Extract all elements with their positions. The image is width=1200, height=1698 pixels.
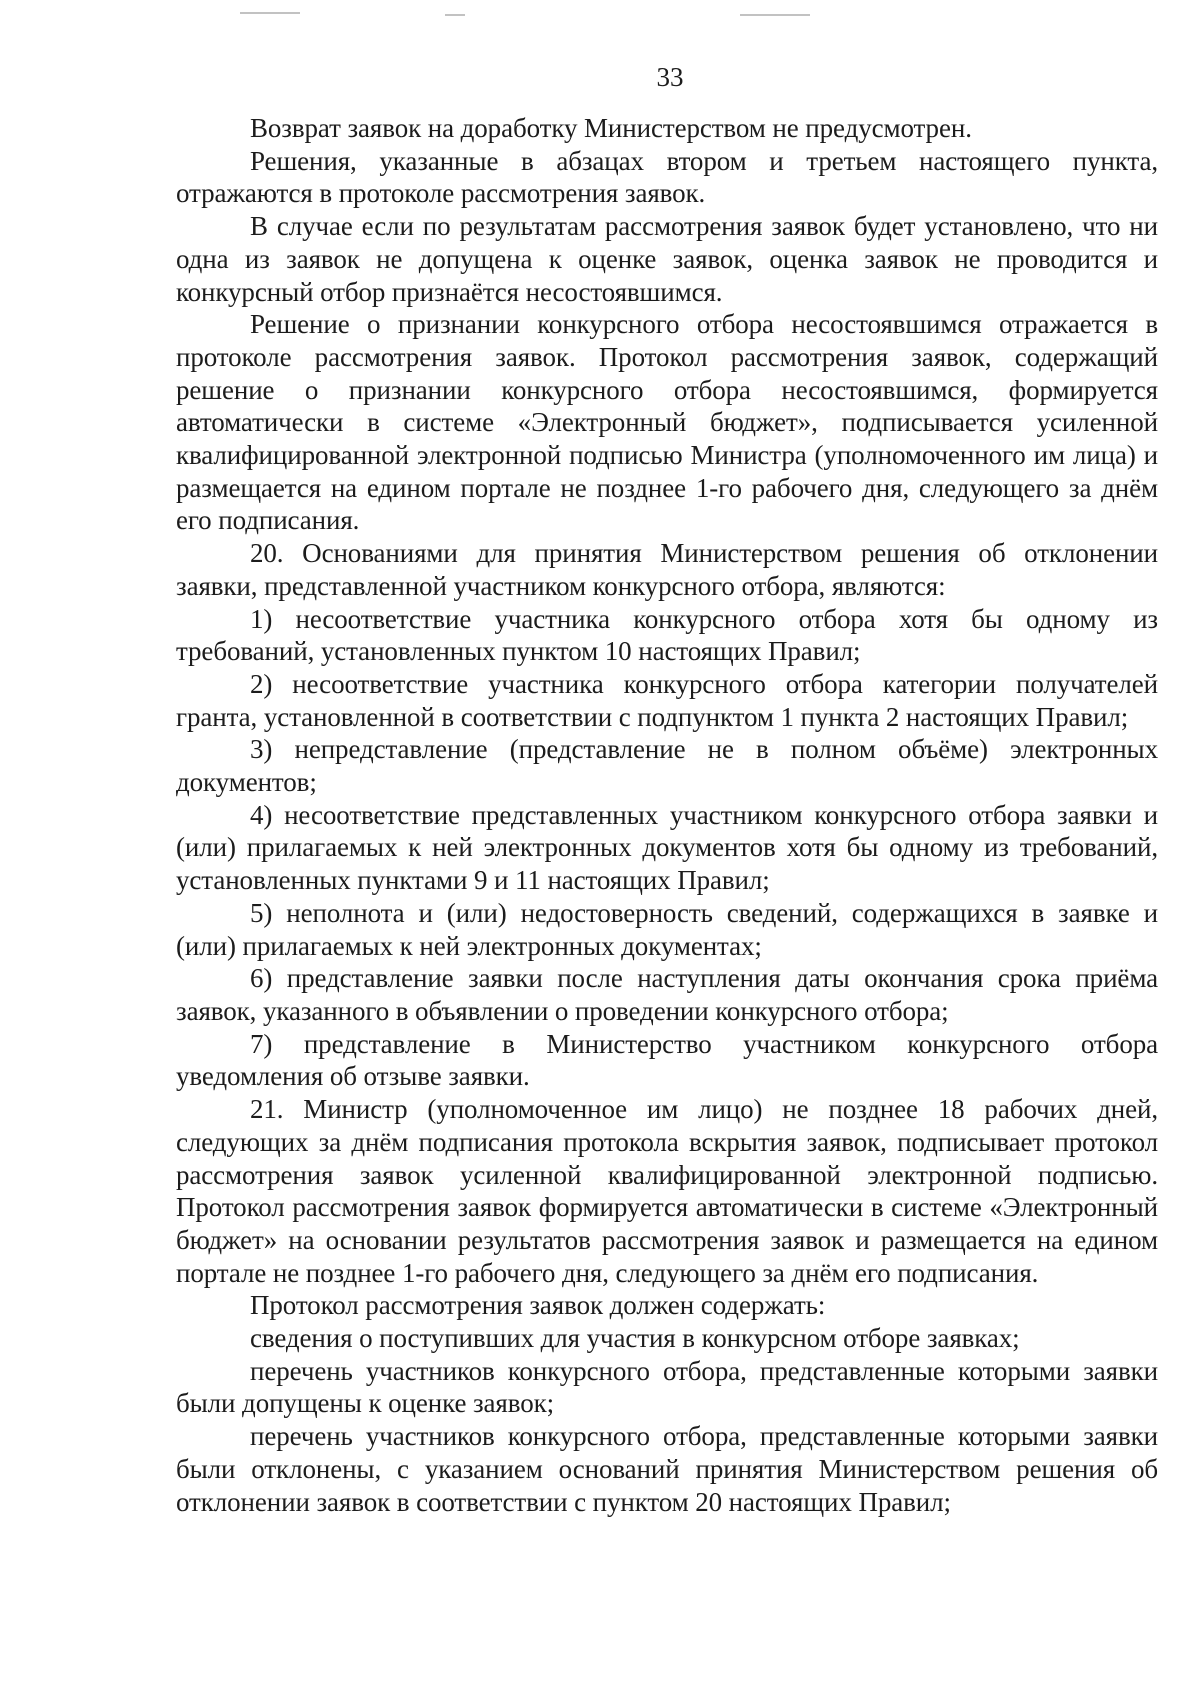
paragraph-clause-21: 21. Министр (уполномоченное им лицо) не позднее 18 рабочих дней, следующих за днём подписания протокола вскрытия заявок, подписывает протокол рассмотрения заявок усиленной квалифицированной электронной подписью. Протокол рассмотрения заявок формируется автоматически в системе «Электронный бюджет» на основании результатов рассмотрения заявок и размещается на едином портале не позднее 1-го рабочего дня, следующего за днём его подписания. bbox=[176, 1094, 1158, 1288]
list-item: перечень участников конкурсного отбора, представленные которыми заявки были допущены к оценке заявок; bbox=[176, 1355, 1158, 1419]
paragraph: Протокол рассмотрения заявок должен содержать: bbox=[250, 1290, 826, 1321]
list-item: 2) несоответствие участника конкурсного отбора категории получателей гранта, установленной в соответствии с подпунктом 1 пункта 2 настоящих Правил; bbox=[176, 668, 1158, 732]
paragraph: Решения, указанные в абзацах втором и третьем настоящего пункта, отражаются в протоколе рассмотрения заявок. bbox=[176, 145, 1158, 209]
paragraph: В случае если по результатам рассмотрения заявок будет установлено, что ни одна из заявок не допущена к оценке заявок, оценка заявок не проводится и конкурсный отбор признаётся несостоявшимся. bbox=[176, 211, 1158, 307]
list-item: сведения о поступивших для участия в конкурсном отборе заявках; bbox=[250, 1323, 1020, 1354]
scan-mark bbox=[740, 14, 810, 16]
list-item: 1) несоответствие участника конкурсного отбора хотя бы одному из требований, установленных пунктом 10 настоящих Правил; bbox=[176, 603, 1158, 667]
list-item: 7) представление в Министерство участником конкурсного отбора уведомления об отзыве заявки. bbox=[176, 1028, 1158, 1092]
page-number: 33 bbox=[656, 62, 684, 92]
list-item: 6) представление заявки после наступления даты окончания срока приёма заявок, указанного в объявлении о проведении конкурсного отбора; bbox=[176, 963, 1158, 1026]
document-body bbox=[176, 112, 1158, 1518]
list-item: 3) непредставление (представление не в полном объёме) электронных документов; bbox=[176, 734, 1158, 798]
scan-mark bbox=[445, 14, 465, 16]
paragraph-clause-20: 20. Основаниями для принятия Министерством решения об отклонении заявки, представленной участником конкурсного отбора, являются: bbox=[176, 538, 1158, 601]
list-item: 4) несоответствие представленных участником конкурсного отбора заявки и (или) прилагаемых к ней электронных документов хотя бы одному из требований, установленных пунктами 9 и 11 настоящих Правил; bbox=[176, 799, 1158, 896]
paragraph: Возврат заявок на доработку Министерством не предусмотрен. bbox=[250, 113, 972, 143]
list-item: перечень участников конкурсного отбора, представленные которыми заявки были отклонены, с указанием оснований принятия Министерством решения об отклонении заявок в соответствии с пунктом 20 настоящих Правил; bbox=[176, 1421, 1158, 1517]
scan-artifacts bbox=[0, 0, 1200, 30]
scan-mark bbox=[240, 12, 300, 14]
list-item: 5) неполнота и (или) недостоверность сведений, содержащихся в заявке и (или) прилагаемых к ней электронных документах; bbox=[176, 897, 1158, 961]
paragraph: Решение о признании конкурсного отбора несостоявшимся отражается в протоколе рассмотрения заявок. Протокол рассмотрения заявок, содержащий решение о признании конкурсного отбора несостоявшимся, формируется автоматически в системе «Электронный бюджет», подписывается усиленной квалифицированной электронной подписью Министра (уполномоченного им лица) и размещается на едином портале не позднее 1-го рабочего дня, следующего за днём его подписания. bbox=[176, 309, 1158, 536]
